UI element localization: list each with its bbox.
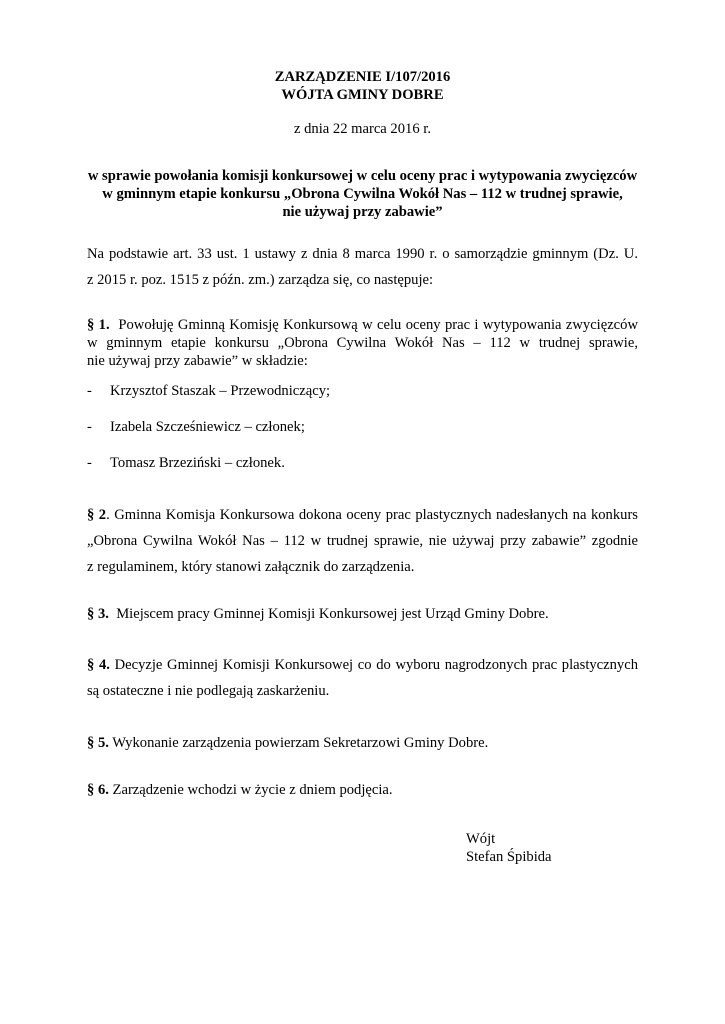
section-1-line: nie używaj przy zabawie” w składzie: [87,353,308,369]
section-6-mark: § 6. [87,782,109,798]
section-3-mark: § 3. [87,606,109,622]
subject-line: w gminnym etapie konkursu „Obrona Cywilna Wokół Nas – 112 w trudnej sprawie, [102,186,623,202]
section-4-mark: § 4. [87,657,110,673]
subject-line: nie używaj przy zabawie” [282,204,443,220]
subject-line: w sprawie powołania komisji konkursowej w celu oceny prac i wytypowania zwycięzców [87,168,638,184]
signature-name: Stefan Śpibida [466,849,552,865]
member-chair: Krzysztof Staszak – Przewodniczący; [110,383,331,399]
section-2-text: . Gminna Komisja Konkursowa dokona oceny prac plastycznych nadesłanych na konkurs [106,507,638,523]
section-4-line: są ostateczne i nie podlegają zaskarżeniu. [87,683,330,699]
preamble-line: z 2015 r. poz. 1515 z późn. zm.) zarządza się, co następuje: [87,272,434,288]
section-2-line: „Obrona Cywilna Wokół Nas – 112 w trudnej sprawie, nie używaj przy zabawie” zgodnie [87,533,638,549]
list-dash: - [87,455,92,471]
section-3-line [87,605,549,623]
section-3-text: Miejscem pracy Gminnej Komisji Konkursowej jest Urząd Gminy Dobre. [116,606,549,622]
list-dash: - [87,383,92,399]
section-1-text: Powołuję Gminną Komisję Konkursową w celu oceny prac i wytypowania zwycięzców [118,317,638,333]
list-dash: - [87,419,92,435]
section-1-line [87,316,638,334]
section-5-text: Wykonanie zarządzenia powierzam Sekretarzowi Gminy Dobre. [112,735,489,751]
section-2-line [87,506,638,524]
section-2-line: z regulaminem, który stanowi załącznik do zarządzenia. [87,559,415,575]
section-1-line: w gminnym etapie konkursu „Obrona Cywilna Wokół Nas – 112 w trudnej sprawie, [87,335,638,351]
section-2-mark: § 2 [87,507,107,523]
member-second: Izabela Szcześniewicz – członek; [110,419,305,435]
document-issuer: WÓJTA GMINY DOBRE [281,87,444,103]
section-4-text: Decyzje Gminnej Komisji Konkursowej co do wyboru nagrodzonych prac plastycznych [114,657,638,673]
section-4-line [87,656,638,674]
document-date: z dnia 22 marca 2016 r. [294,121,431,137]
section-5-line [87,734,488,752]
document-title: ZARZĄDZENIE I/107/2016 [274,69,451,85]
signature-role: Wójt [466,831,496,847]
section-5-mark: § 5. [87,735,109,751]
member-third: Tomasz Brzeziński – członek. [110,455,285,471]
preamble-line: Na podstawie art. 33 ust. 1 ustawy z dnia 8 marca 1990 r. o samorządzie gminnym (Dz. U. [87,246,638,262]
section-6-line [87,781,393,799]
section-6-text: Zarządzenie wchodzi w życie z dniem podjęcia. [112,782,393,798]
section-1-mark: § 1. [87,317,110,333]
